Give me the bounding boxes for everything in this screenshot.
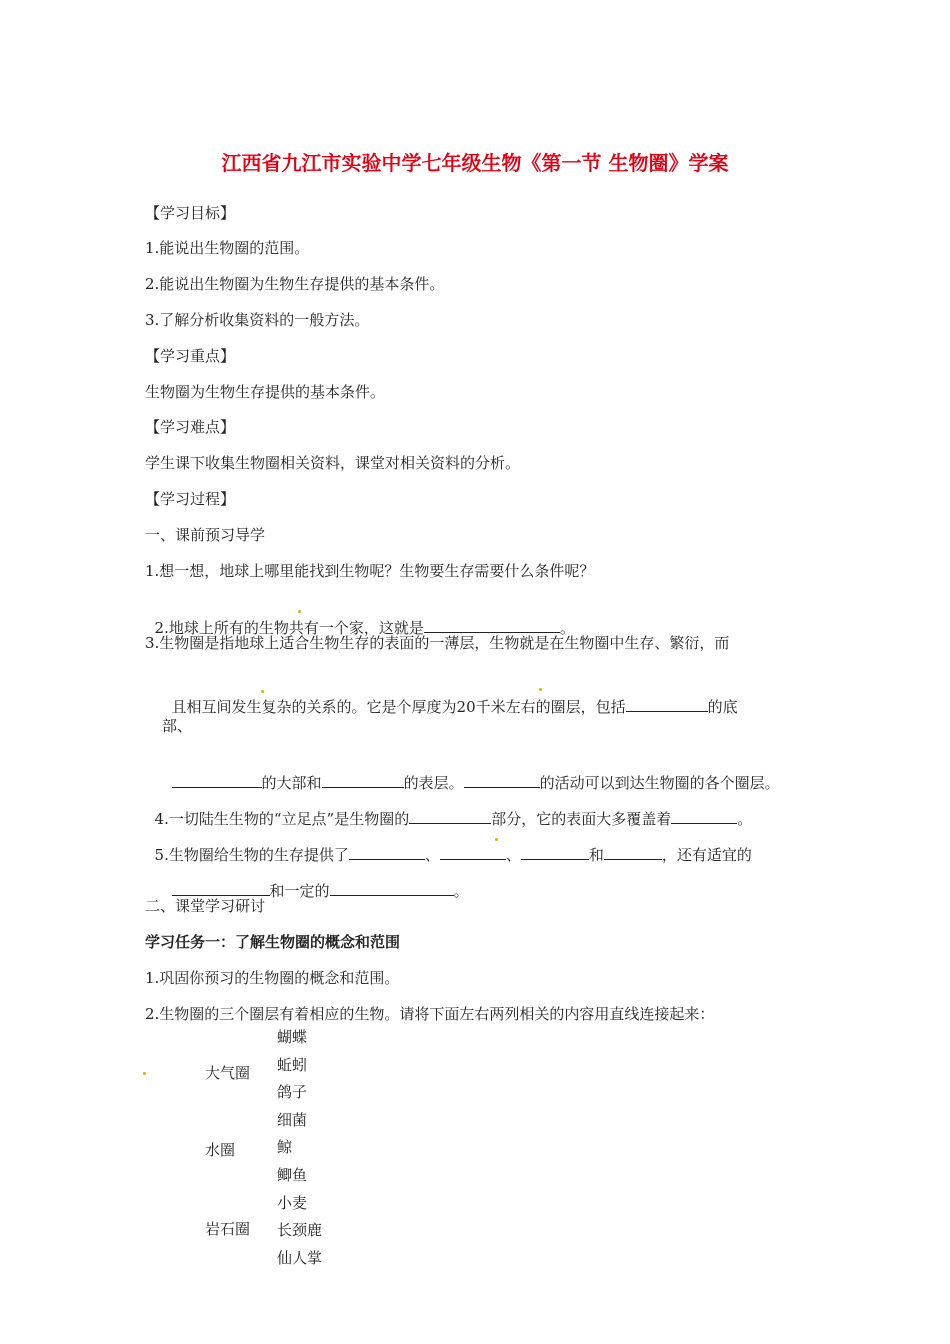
organism-item: 鸽子 <box>277 1083 308 1101</box>
question-2-end: 。 <box>559 619 575 637</box>
task-1-heading: 学习任务一：了解生物圈的概念和范围 <box>145 933 401 951</box>
question-5-text: 5.生物圈给生物的生存提供了 <box>154 846 349 864</box>
question-3-line-2 <box>162 676 738 717</box>
answer-blank[interactable] <box>604 844 662 860</box>
question-4-text: 部分，它的表面大多覆盖着 <box>491 810 672 828</box>
question-4 <box>145 788 752 829</box>
question-3-text: 的表层。 <box>403 774 464 792</box>
document-title: 江西省九江市实验中学七年级生物《第一节 生物圈》学案 <box>221 151 729 175</box>
difficulty-text: 学生课下收集生物圈相关资料，课堂对相关资料的分析。 <box>145 454 521 472</box>
objective-item: 2.能说出生物圈为生物生存提供的基本条件。 <box>145 275 445 293</box>
task-1-item-1: 1.巩固你预习的生物圈的概念和范围。 <box>145 969 400 987</box>
key-point-text: 生物圈为生物生存提供的基本条件。 <box>145 383 386 401</box>
answer-blank[interactable] <box>521 844 589 860</box>
question-4-text: 4.一切陆生生物的“立足点”是生物圈的 <box>154 810 410 828</box>
scan-speck <box>539 688 542 691</box>
sphere-atmosphere: 大气圈 <box>205 1064 251 1082</box>
question-3-line-3: 部、 <box>162 717 193 735</box>
answer-blank[interactable] <box>172 880 270 896</box>
process-header: 【学习过程】 <box>145 490 236 508</box>
objectives-header: 【学习目标】 <box>145 204 236 222</box>
scan-speck <box>143 1072 146 1075</box>
question-5-line-2 <box>162 860 469 901</box>
question-5-text: 、 <box>424 846 440 864</box>
answer-blank[interactable] <box>464 772 540 788</box>
question-5-text: 。 <box>453 882 469 900</box>
scan-speck <box>495 838 498 841</box>
organism-item: 小麦 <box>277 1194 308 1212</box>
organism-item: 鲸 <box>277 1138 293 1156</box>
organism-item: 仙人掌 <box>277 1249 323 1267</box>
scan-speck <box>298 610 301 613</box>
organism-item: 细菌 <box>277 1111 308 1129</box>
organism-item: 蚯蚓 <box>277 1056 308 1074</box>
question-3-line-4 <box>162 752 780 793</box>
question-5-text: 和一定的 <box>269 882 330 900</box>
answer-blank[interactable] <box>330 880 454 896</box>
question-3-text: 且相互间发生复杂的关系的。它是个厚度为20千米左右的圈层，包括 <box>171 698 626 716</box>
question-3-text: 的活动可以到达生物圈的各个圈层。 <box>539 774 780 792</box>
question-5-text: 、 <box>505 846 521 864</box>
question-1: 1.想一想，地球上哪里能找到生物呢？生物要生存需要什么条件呢？ <box>145 562 595 580</box>
key-point-header: 【学习重点】 <box>145 347 236 365</box>
question-3-text: 的底 <box>707 698 738 716</box>
task-1-item-2: 2.生物圈的三个圈层有着相应的生物。请将下面左右两列相关的内容用直线连接起来： <box>145 1005 715 1023</box>
question-3-line-1: 3.生物圈是指地球上适合生物生存的表面的一薄层，生物就是在生物圈中生存、繁衍，而 <box>145 634 730 652</box>
question-5-text: ，还有适宜的 <box>661 846 752 864</box>
answer-blank[interactable] <box>349 844 425 860</box>
answer-blank[interactable] <box>671 808 737 824</box>
section-class-heading: 二、课堂学习研讨 <box>145 897 266 915</box>
answer-blank[interactable] <box>409 808 491 824</box>
answer-blank[interactable] <box>172 772 262 788</box>
organism-item: 蝴蝶 <box>277 1028 308 1046</box>
answer-blank[interactable] <box>424 617 560 633</box>
answer-blank[interactable] <box>322 772 404 788</box>
question-3-text: 的大部和 <box>261 774 322 792</box>
answer-blank[interactable] <box>440 844 506 860</box>
question-2 <box>145 597 575 638</box>
sphere-lithosphere: 岩石圈 <box>205 1220 251 1238</box>
objective-item: 3.了解分析收集资料的一般方法。 <box>145 311 370 329</box>
difficulty-header: 【学习难点】 <box>145 418 236 436</box>
question-5-text: 和 <box>588 846 604 864</box>
question-2-text: 2.地球上所有的生物共有一个家，这就是 <box>154 619 424 637</box>
section-preview-heading: 一、课前预习导学 <box>145 526 266 544</box>
answer-blank[interactable] <box>626 696 708 712</box>
sphere-hydrosphere: 水圈 <box>205 1141 236 1159</box>
question-4-text: 。 <box>737 810 753 828</box>
organism-item: 长颈鹿 <box>277 1221 323 1239</box>
scan-speck <box>261 690 264 693</box>
question-5-line-1 <box>145 824 752 865</box>
organism-item: 鲫鱼 <box>277 1166 308 1184</box>
objective-item: 1.能说出生物圈的范围。 <box>145 239 310 257</box>
